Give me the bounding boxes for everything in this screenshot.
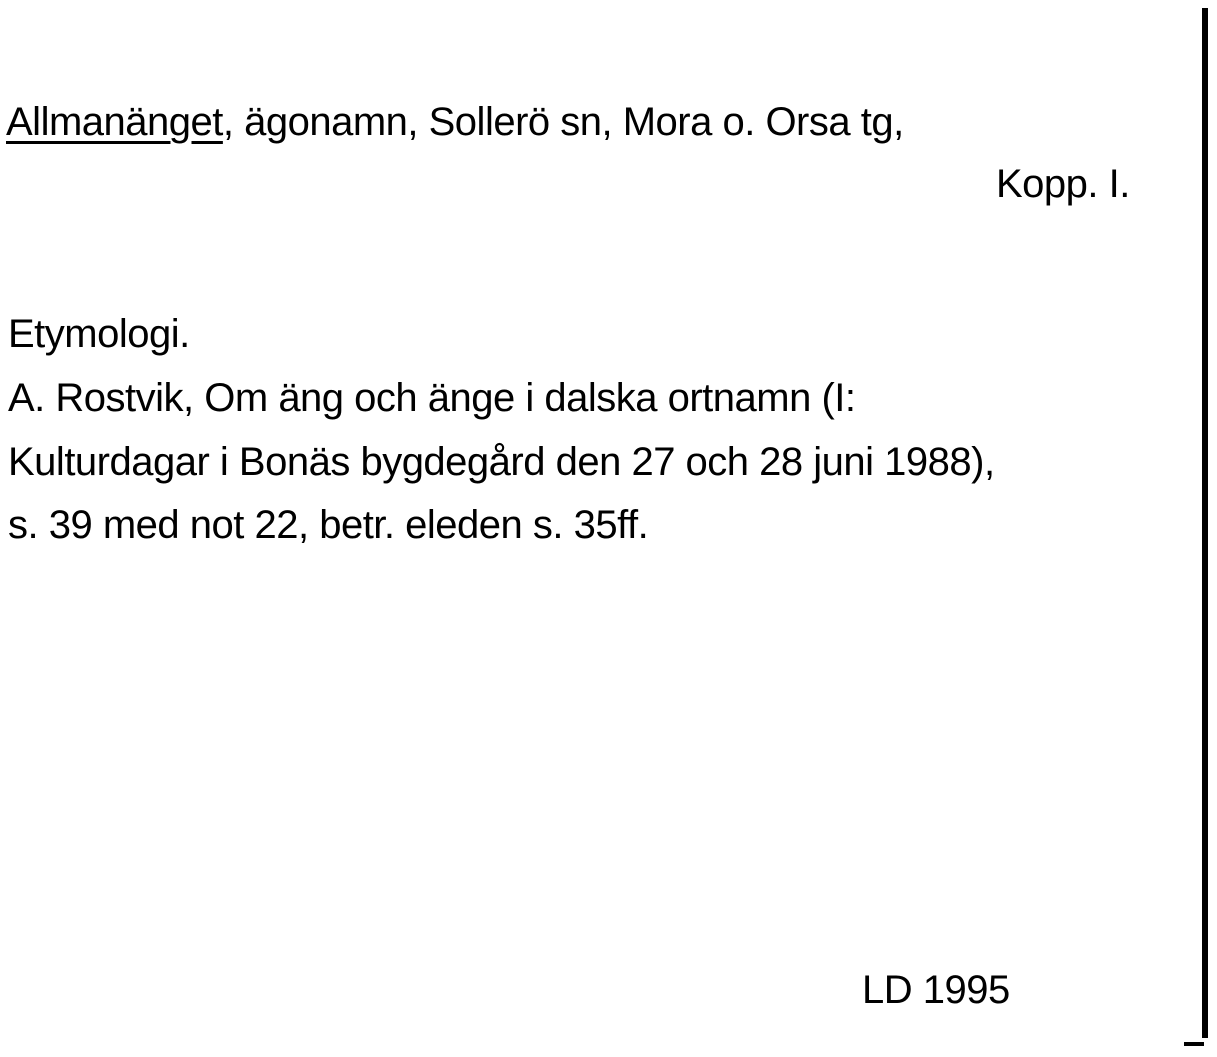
reference-line-2: Kulturdagar i Bonäs bygdegård den 27 och 28 juni 1988), (8, 440, 995, 484)
reference-line-3: s. 39 med not 22, betr. eleden s. 35ff. (8, 503, 649, 547)
headword: Allmanänget (6, 100, 223, 144)
header-line (6, 98, 904, 146)
reference-line-1: A. Rostvik, Om äng och änge i dalska ortnamn (I: (8, 376, 856, 420)
signature-date: LD 1995 (862, 968, 1010, 1012)
section-label: Etymologi. (8, 312, 190, 356)
archive-reference: Kopp. I. (996, 162, 1130, 206)
card-edge-border (1202, 8, 1208, 1038)
card-corner-mark (1184, 1042, 1204, 1046)
headword-description: , ägonamn, Sollerö sn, Mora o. Orsa tg, (222, 100, 904, 144)
